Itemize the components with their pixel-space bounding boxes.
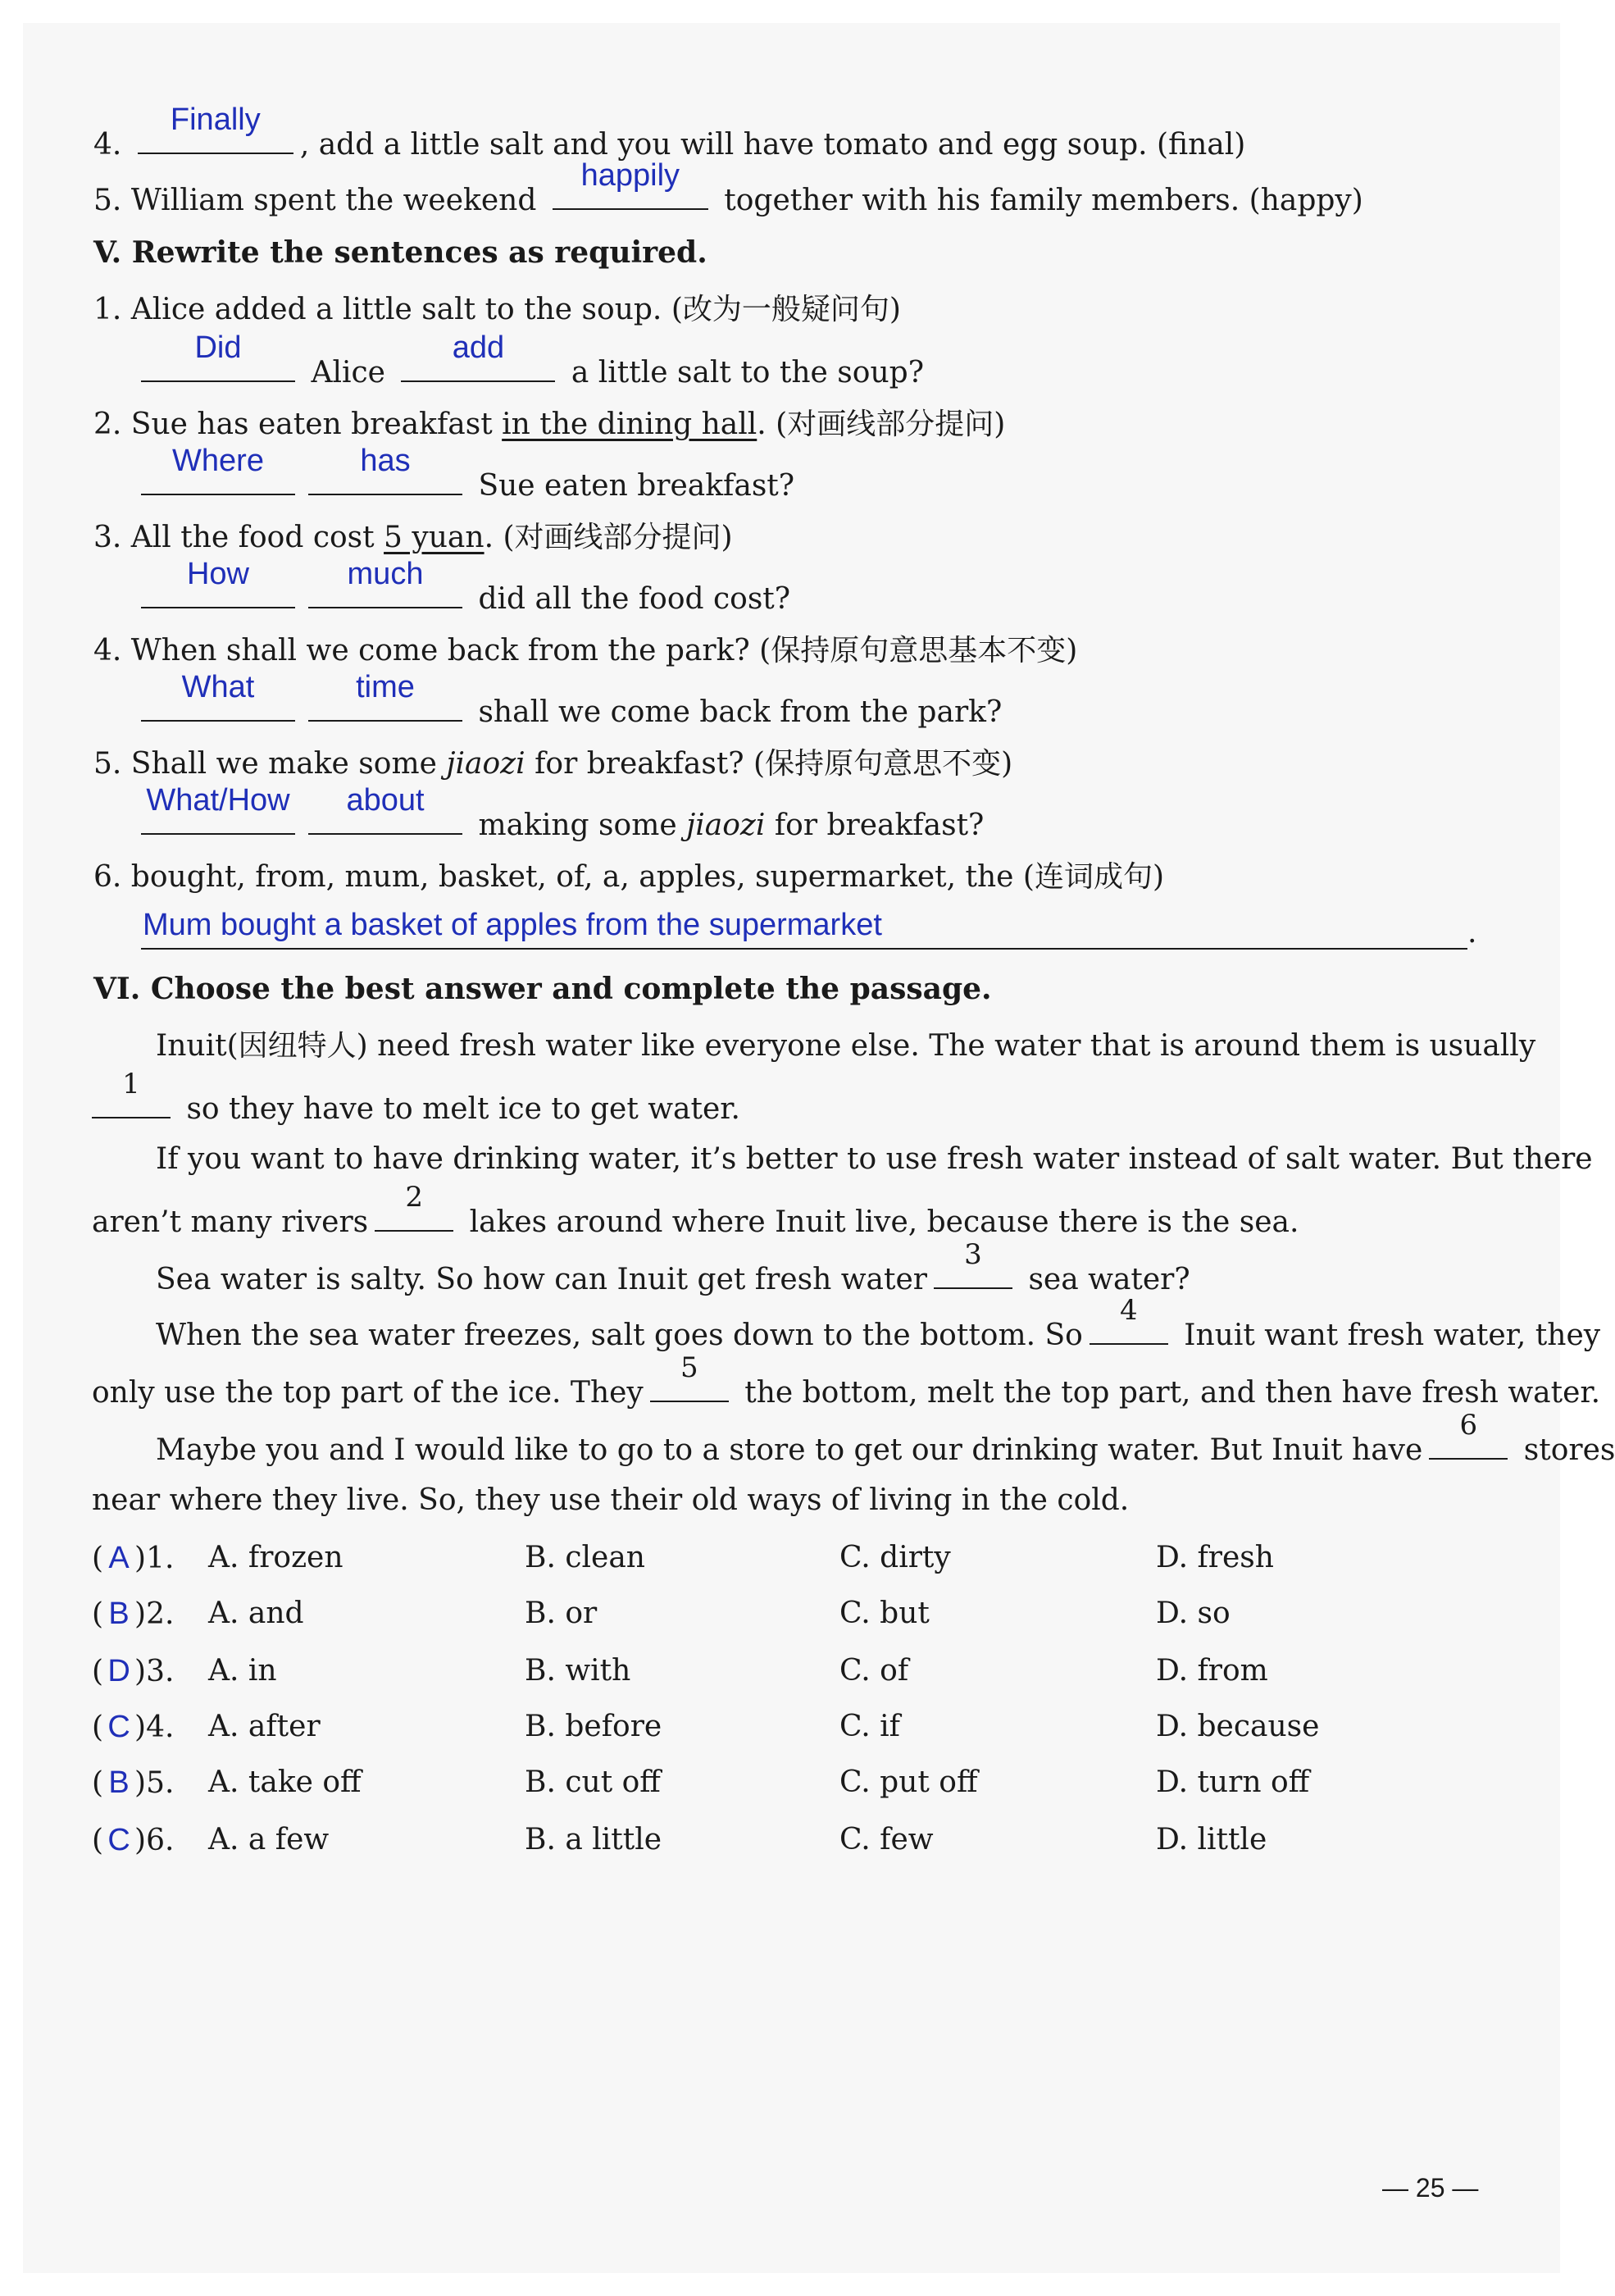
answer-blank[interactable]: Finally xyxy=(138,120,293,154)
option-choice[interactable]: C. if xyxy=(839,1710,900,1743)
option-choice[interactable]: A. in xyxy=(208,1654,277,1688)
gap-4[interactable]: 4 xyxy=(1090,1310,1168,1345)
answer-blank[interactable]: What xyxy=(141,687,295,722)
gap-6[interactable]: 6 xyxy=(1429,1425,1508,1460)
item-v-5-answer: What/How about making some jiaozi for breakfast? xyxy=(141,800,984,845)
option-choice[interactable]: B. cut off xyxy=(525,1765,661,1799)
gap-3[interactable]: 3 xyxy=(934,1255,1012,1289)
option-choice[interactable]: B. or xyxy=(525,1597,598,1630)
answer-blank[interactable]: Did xyxy=(141,348,295,382)
item-iv-4: 4. Finally , add a little salt and you will have tomato and egg soup. (final) xyxy=(93,102,1246,162)
item-v-5-question: 5. Shall we make some jiaozi for breakfast? (保持原句意思不变) xyxy=(93,747,1013,781)
question-row: ( B )5. xyxy=(92,1763,174,1803)
option-choice[interactable]: C. put off xyxy=(839,1765,978,1799)
answer-blank[interactable]: add xyxy=(401,348,555,382)
option-choice[interactable]: D. fresh xyxy=(1156,1541,1274,1574)
choice-answer[interactable]: A xyxy=(108,1541,130,1575)
option-choice[interactable]: C. but xyxy=(839,1597,930,1630)
option-choice[interactable]: D. little xyxy=(1156,1823,1267,1856)
passage-p3-line1: Sea water is salty. So how can Inuit get fresh water 3 sea water? xyxy=(156,1238,1190,1296)
section-v-heading: V. Rewrite the sentences as required. xyxy=(93,235,707,270)
answer-blank[interactable]: much xyxy=(308,574,462,608)
choice-answer[interactable]: B xyxy=(108,1597,130,1631)
item-v-2-answer: Where has Sue eaten breakfast? xyxy=(141,461,794,506)
option-choice[interactable]: C. dirty xyxy=(839,1541,951,1574)
answer-line[interactable] xyxy=(141,948,1467,950)
period-mark: . xyxy=(1467,916,1477,950)
question-row: ( D )3. xyxy=(92,1651,174,1692)
item-v-3-answer: How much did all the food cost? xyxy=(141,574,790,619)
item-iv-5: 5. William spent the weekend happily together with his family members. (happy) xyxy=(93,158,1363,217)
option-choice[interactable]: D. from xyxy=(1156,1654,1268,1688)
item-v-3-question: 3. All the food cost 5 yuan. (对画线部分提问) xyxy=(93,521,733,554)
option-choice[interactable]: B. before xyxy=(525,1710,662,1743)
passage-p1-line2: 1 so they have to melt ice to get water. xyxy=(92,1084,740,1129)
item-v-1-answer: Did Alice add a little salt to the soup? xyxy=(141,348,924,393)
gap-1[interactable]: 1 xyxy=(92,1084,171,1118)
gap-2[interactable]: 2 xyxy=(375,1197,453,1232)
option-choice[interactable]: B. clean xyxy=(525,1541,645,1574)
option-choice[interactable]: B. with xyxy=(525,1654,631,1688)
passage-p5-line1: Maybe you and I would like to go to a store to get our drinking water. But Inuit have 6 stores xyxy=(156,1409,1615,1467)
option-choice[interactable]: A. frozen xyxy=(208,1541,343,1574)
answer-blank[interactable]: Where xyxy=(141,461,295,495)
item-v-2-question: 2. Sue has eaten breakfast in the dining hall. (对画线部分提问) xyxy=(93,408,1006,441)
option-choice[interactable]: D. turn off xyxy=(1156,1765,1310,1799)
question-row: ( B )2. xyxy=(92,1594,174,1634)
answer-blank[interactable]: How xyxy=(141,574,295,608)
item-v-1-question: 1. Alice added a little salt to the soup. (改为一般疑问句) xyxy=(93,293,901,326)
choice-answer[interactable]: D xyxy=(107,1654,130,1688)
gap-5[interactable]: 5 xyxy=(650,1368,729,1402)
passage-p5-line2: near where they live. So, they use their old ways of living in the cold. xyxy=(92,1483,1130,1517)
question-row: ( A )1. xyxy=(92,1538,174,1578)
page-number: — 25 — xyxy=(1382,2173,1479,2203)
item-v-4-question: 4. When shall we come back from the park? (保持原句意思基本不变) xyxy=(93,634,1078,667)
option-choice[interactable]: D. because xyxy=(1156,1710,1320,1743)
passage-p1-line1: Inuit(因纽特人) need fresh water like everyone else. The water that is around them is usually xyxy=(156,1029,1536,1063)
passage-p2-line1: If you want to have drinking water, it’s better to use fresh water instead of salt water. But there xyxy=(156,1142,1593,1176)
passage-p4-line1: When the sea water freezes, salt goes down to the bottom. So 4 Inuit want fresh water, they xyxy=(156,1294,1601,1352)
option-choice[interactable]: B. a little xyxy=(525,1823,662,1856)
answer-blank[interactable]: happily xyxy=(553,175,708,210)
option-choice[interactable]: A. and xyxy=(208,1597,304,1630)
option-choice[interactable]: A. take off xyxy=(208,1765,362,1799)
question-row: ( C )4. xyxy=(92,1707,174,1747)
item-v-4-answer: What time shall we come back from the park? xyxy=(141,687,1002,732)
option-choice[interactable]: C. few xyxy=(839,1823,934,1856)
passage-p2-line2: aren’t many rivers 2 lakes around where Inuit live, because there is the sea. xyxy=(92,1181,1299,1239)
passage-p4-line2: only use the top part of the ice. They 5 the bottom, melt the top part, and then have fresh water. xyxy=(92,1351,1601,1410)
option-choice[interactable]: D. so xyxy=(1156,1597,1231,1630)
item-v-6-answer: Mum bought a basket of apples from the supermarket xyxy=(143,908,882,942)
question-row: ( C )6. xyxy=(92,1820,174,1861)
answer-blank[interactable]: What/How xyxy=(141,800,295,835)
option-choice[interactable]: C. of xyxy=(839,1654,909,1688)
answer-blank[interactable]: has xyxy=(308,461,462,495)
choice-answer[interactable]: C xyxy=(107,1823,130,1857)
section-vi-heading: VI. Choose the best answer and complete the passage. xyxy=(93,972,992,1006)
option-choice[interactable]: A. a few xyxy=(208,1823,330,1856)
answer-blank[interactable]: time xyxy=(308,687,462,722)
choice-answer[interactable]: C xyxy=(107,1710,130,1744)
choice-answer[interactable]: B xyxy=(108,1765,130,1800)
answer-blank[interactable]: about xyxy=(308,800,462,835)
item-v-6-question: 6. bought, from, mum, basket, of, a, apples, supermarket, the (连词成句) xyxy=(93,860,1164,894)
option-choice[interactable]: A. after xyxy=(208,1710,321,1743)
